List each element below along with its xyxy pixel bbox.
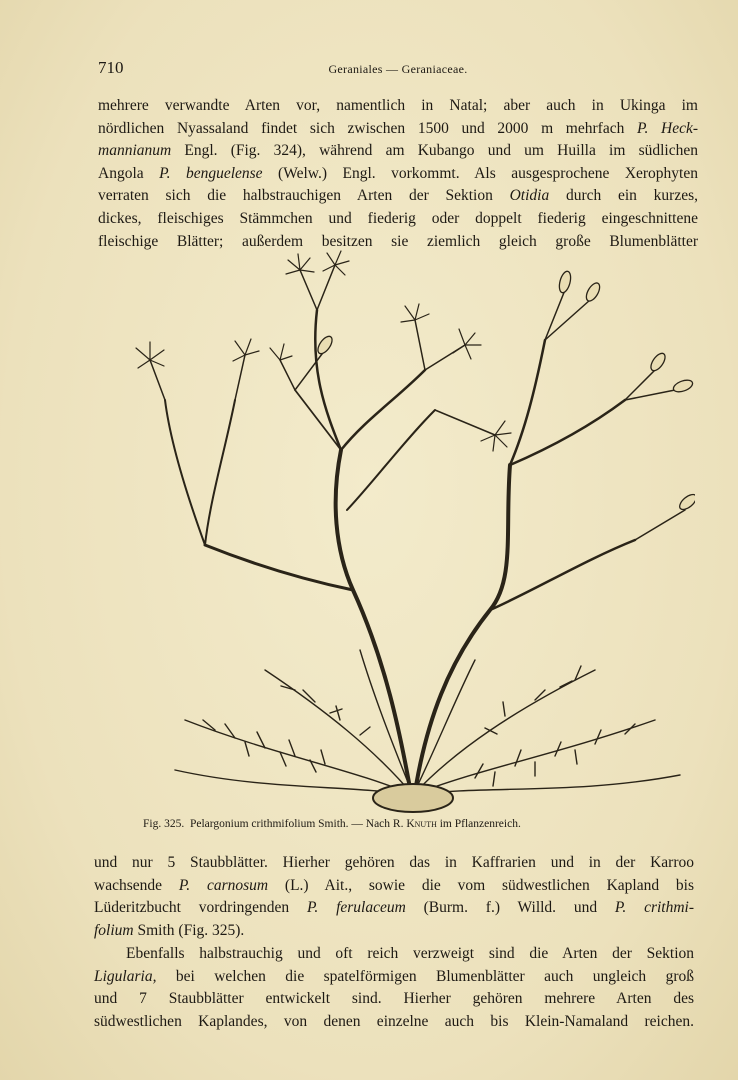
text-line: fleischige Blätter; außerdem besitzen sie ziemlich gleich große Blumenblätter [98,232,698,250]
figure-caption: Fig. 325. Pelargonium crithmifolium Smith. — Nach R. Knuth im Pflanzenreich. [143,818,521,830]
branch-far-left [165,400,205,545]
text-line: Angola P. benguelense (Welw.) Engl. vorkommt. Als ausgesprochene Xerophyten [98,164,698,182]
text-line: mannianum Engl. (Fig. 324), während am Kubango und um Huilla im südlichen [98,142,698,160]
text-line: dickes, fleischiges Stämmchen und fiederig oder doppelt fiederig eingeschnittene [98,209,698,227]
branch-right-low [490,540,635,610]
text-line: Ebenfalls halbstrauchig und oft reich verzweigt sind die Arten der Sektion [126,945,694,962]
text-line: verraten sich die halbstrauchigen Arten der Sektion Otidia durch ein kurzes, [98,187,698,205]
paragraph-1 [98,95,698,253]
branch-mid [341,370,425,450]
branch-mid2 [347,410,435,510]
branch-left-low [205,545,353,590]
text-line: Lüderitzbucht vordringenden P. ferulaceum (Burm. f.) Willd. und P. crithmi- [94,899,695,917]
branch-far-left2 [205,400,235,545]
plant-illustration [95,250,695,820]
main-stem-right [413,465,510,805]
text-line: südwestlichen Kaplandes, von denen einzelne auch bis Klein-Namaland reichen. [94,1012,694,1030]
text-line: und 7 Staubblätter entwickelt sind. Hierher gehören mehrere Arten des [94,990,694,1008]
running-head: Geraniales — Geraniaceae. [328,62,468,76]
page-header [98,58,698,80]
branch-left-up [315,310,341,450]
text-line: und nur 5 Staubblätter. Hierher gehören das in Kaffrarien und in der Karroo [94,854,694,871]
paragraph-3 [94,943,694,1033]
text-line: Ligularia, bei welchen die spatelförmigen Blumenblätter auch ungleich groß [94,967,694,985]
text-line: wachsende P. carnosum (L.) Ait., sowie die vom südwestlichen Kapland bis [94,876,695,894]
main-stem-left [336,450,413,805]
text-line: nördlichen Nyassaland findet sich zwischen 1500 und 2000 m mehrfach P. Heck- [98,119,699,137]
page-number: 710 [98,58,124,77]
paragraph-2 [94,852,694,942]
branch-right-up [510,340,545,465]
branch-right-mid [510,400,625,465]
text-line: mehrere verwandte Arten vor, namentlich in Natal; aber auch in Ukinga im [98,97,698,114]
text-line: folium Smith (Fig. 325). [94,921,245,939]
